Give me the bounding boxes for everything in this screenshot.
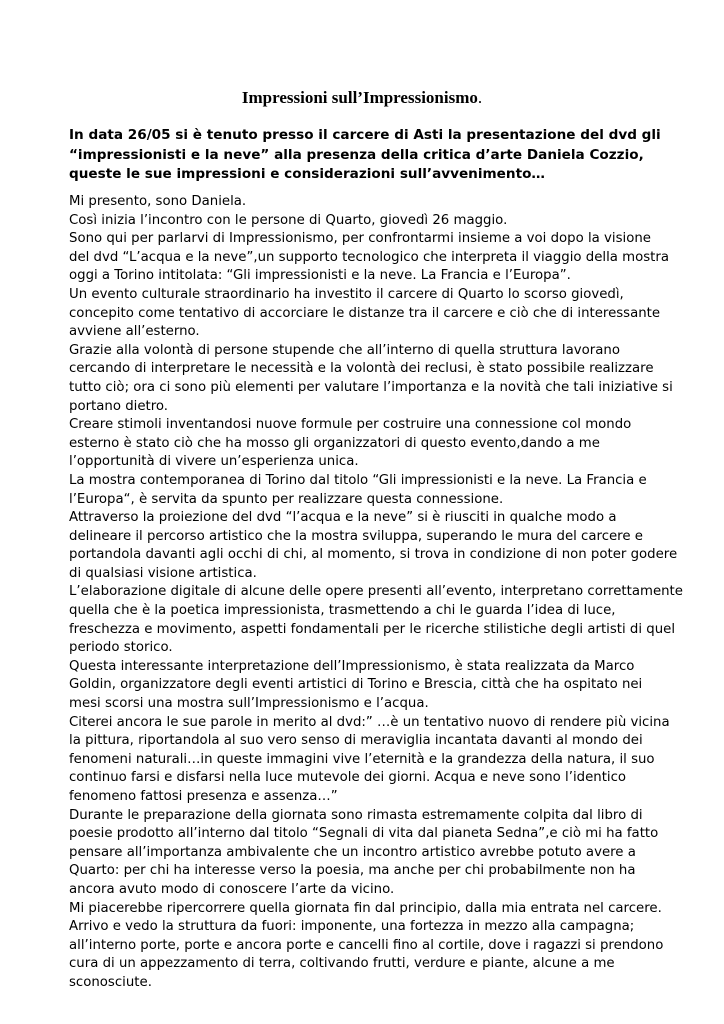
body-line: l’Europa“, è servita da spunto per realizzare questa connessione. — [69, 491, 504, 507]
body-line: Goldin, organizzatore degli eventi artistici di Torino e Brescia, città che ha ospitato nei — [69, 677, 643, 693]
body-line: continuo farsi e disfarsi nella luce mutevole dei giorni. Acqua e neve sono l’identico — [69, 770, 627, 786]
intro-line: queste le sue impressioni e considerazioni sull’avvenimento… — [69, 166, 546, 182]
body-line: ancora avuto modo di conoscere l’arte da vicino. — [69, 881, 395, 897]
body-line: Sono qui per parlarvi di Impressionismo, per confrontarmi insieme a voi dopo la visione — [69, 231, 651, 247]
document-title-text: Impressioni sull’Impressionismo — [241, 88, 478, 107]
body-line: Grazie alla volontà di persone stupende che all’interno di quella struttura lavorano — [69, 342, 620, 358]
body-line: di qualsiasi visione artistica. — [69, 565, 257, 581]
body-line: all’interno porte, porte e ancora porte e cancelli fino al cortile, dove i ragazzi si prendono — [69, 937, 664, 953]
body-line: cercando di interpretare le necessità e la volontà dei reclusi, è stato possibile realizzare — [69, 361, 654, 377]
body-line: freschezza e movimento, aspetti fondamentali per le ricerche stilistiche degli artisti di quel — [69, 621, 676, 637]
body-line: Così inizia l’incontro con le persone di Quarto, giovedì 26 maggio. — [69, 212, 508, 228]
body-line: la pittura, riportandola al suo vero senso di meraviglia incantata davanti al mondo dei — [69, 733, 643, 749]
body-line: Mi presento, sono Daniela. — [69, 194, 247, 209]
intro-paragraph — [69, 126, 669, 185]
document-title-suffix: . — [477, 88, 483, 107]
body-line: mesi scorsi una mostra sull’Impressionismo e l’acqua. — [69, 696, 429, 712]
body-line: avviene all’esterno. — [69, 324, 200, 340]
body-line: Un evento culturale straordinario ha investito il carcere di Quarto lo scorso giovedì, — [69, 286, 624, 302]
body-line: periodo storico. — [69, 640, 173, 656]
body-line: Mi piacerebbe ripercorrere quella giornata fin dal principio, dalla mia entrata nel carcere. — [69, 900, 662, 916]
body-line: quella che è la poetica impressionista, trasmettendo a chi le guarda l’idea di luce, — [69, 603, 616, 619]
body-line: cura di un appezzamento di terra, coltivando frutti, verdure e piante, alcune a me — [69, 956, 615, 972]
body-line: portandola davanti agli occhi di chi, al momento, si trova in condizione di non poter godere — [69, 547, 678, 563]
body-line: Arrivo e vedo la struttura da fuori: imponente, una fortezza in mezzo alla campagna; — [69, 919, 635, 935]
document-title — [0, 87, 724, 109]
body-line: Creare stimoli inventandosi nuove formule per costruire una connessione col mondo — [69, 417, 632, 433]
intro-line: In data 26/05 si è tenuto presso il carcere di Asti la presentazione del dvd gli — [69, 127, 661, 143]
body-line: Durante le preparazione della giornata sono rimasta estremamente colpita dal libro di — [69, 807, 643, 823]
body-line: esterno è stato ciò che ha mosso gli organizzatori di questo evento,dando a me — [69, 435, 600, 451]
body-line: L’elaborazione digitale di alcune delle opere presenti all’evento, interpretano correttamente — [69, 584, 683, 600]
body-line: oggi a Torino intitolata: “Gli impressionisti e la neve. La Francia e l’Europa”. — [69, 268, 571, 284]
body-line: del dvd “L’acqua e la neve”,un supporto tecnologico che interpreta il viaggio della mostra — [69, 249, 669, 265]
body-line: fenomeno fattosi presenza e assenza…” — [69, 789, 338, 804]
body-line: La mostra contemporanea di Torino dal titolo “Gli impressionisti e la neve. La Francia e — [69, 472, 647, 488]
body-line: tutto ciò; ora ci sono più elementi per valutare l’importanza e la novità che tali iniziative si — [69, 379, 673, 395]
body-line: delineare il percorso artistico che la mostra sviluppa, superando le mura del carcere e — [69, 528, 643, 544]
body-line: l’opportunità di vivere un’esperienza unica. — [69, 454, 359, 470]
body-line: pensare all’importanza ambivalente che un incontro artistico avrebbe potuto avere a — [69, 844, 636, 860]
body-line: Quarto: per chi ha interesse verso la poesia, ma anche per chi probabilmente non ha — [69, 863, 636, 879]
body-line: poesie prodotto all’interno dal titolo “Segnali di vita dal pianeta Sedna”,e ciò mi ha fatto — [69, 826, 659, 842]
body-text — [69, 193, 683, 993]
body-line: portano dietro. — [69, 398, 169, 414]
intro-line: “impressionisti e la neve” alla presenza della critica d’arte Daniela Cozzio, — [69, 146, 644, 163]
body-line: sconosciute. — [69, 974, 152, 990]
body-line: concepito come tentativo di accorciare le distanze tra il carcere e ciò che di interessante — [69, 305, 661, 321]
body-line: Attraverso la proiezione del dvd “l’acqua e la neve” si è riusciti in qualche modo a — [69, 510, 617, 526]
body-line: Citerei ancora le sue parole in merito al dvd:” …è un tentativo nuovo di rendere più vicina — [69, 714, 670, 730]
body-line: fenomeni naturali…in queste immagini vive l’eternità e la grandezza della natura, il suo — [69, 751, 655, 767]
body-line: Questa interessante interpretazione dell’Impressionismo, è stata realizzata da Marco — [69, 658, 635, 674]
